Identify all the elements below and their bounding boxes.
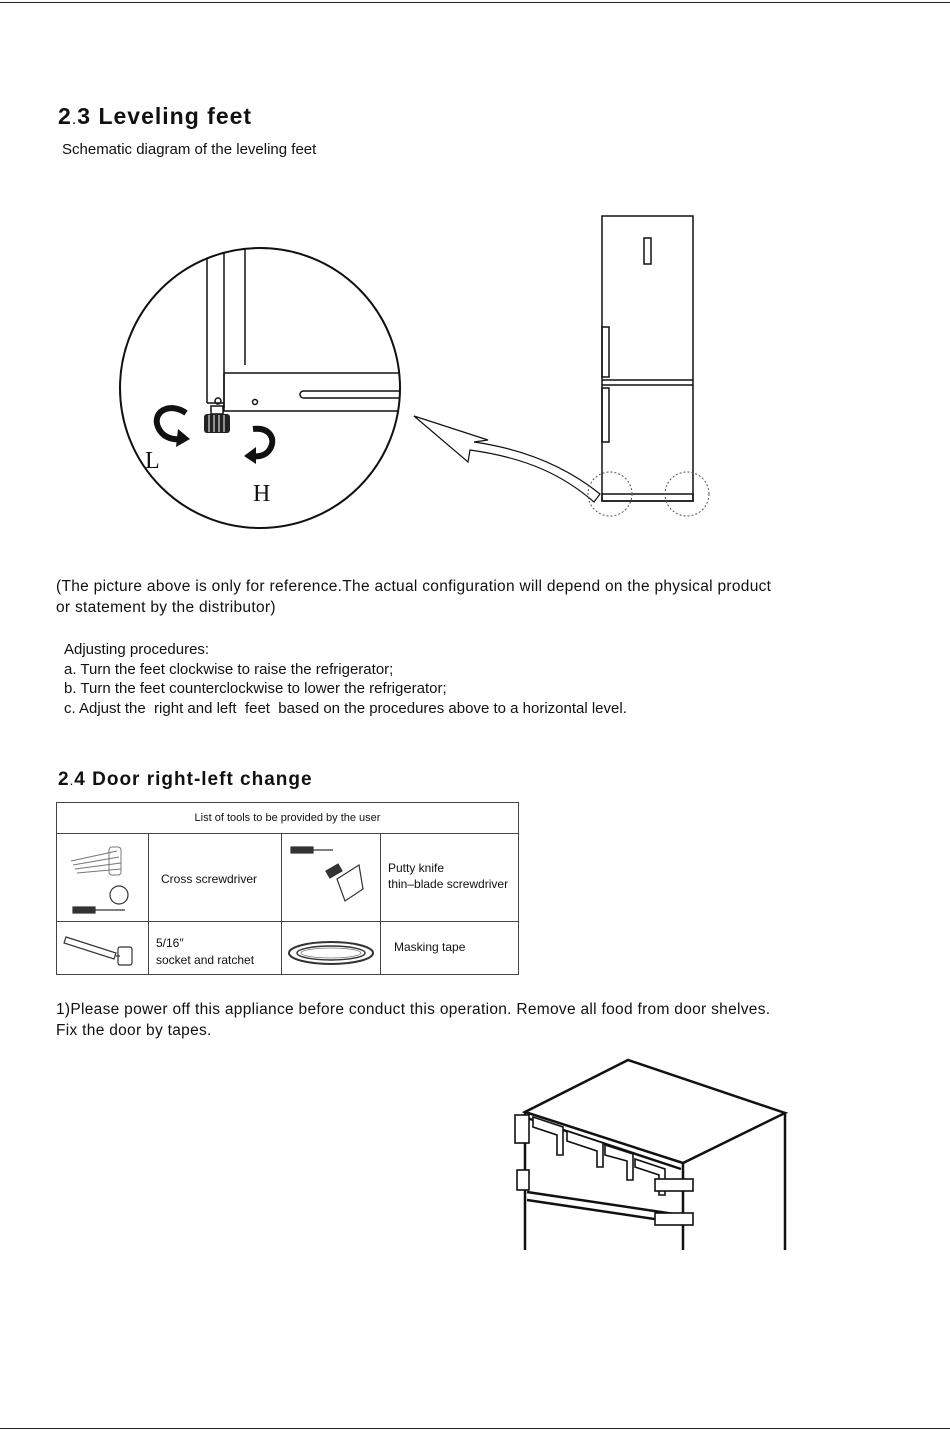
heading-number: 2 (58, 769, 70, 790)
procedure-step-b: b. Turn the feet counterclockwise to lower the refrigerator; (64, 680, 447, 697)
cross-screwdriver-label: Cross screwdriver (161, 872, 258, 886)
leveling-foot-knob (204, 414, 230, 433)
col-divider (281, 833, 282, 975)
label-L: L (145, 448, 160, 474)
heading-dot: . (69, 773, 75, 788)
bottom-border-line (0, 1428, 950, 1429)
taped-refrigerator-diagram (505, 1055, 795, 1255)
refrigerator-front-view (585, 210, 715, 520)
top-border-line (0, 2, 950, 3)
thin-blade-screwdriver-label: thin–blade screwdriver (388, 877, 509, 891)
section-2-3-heading (58, 103, 252, 130)
heading-title: 4 Door right-left change (74, 769, 313, 790)
leveling-subtitle: Schematic diagram of the leveling feet (62, 141, 317, 158)
step-1-line-2: Fix the door by tapes. (56, 1022, 212, 1039)
putty-knife-icon (287, 839, 377, 909)
step-1-line-1: 1)Please power off this appliance before conduct this operation. Remove all food from door shelves. (56, 1001, 771, 1018)
heading-dot: . (71, 110, 78, 128)
tools-table (56, 802, 519, 975)
section-2-4-heading (58, 769, 313, 791)
row-divider (57, 921, 518, 922)
socket-ratchet-label: socket and ratchet (156, 953, 255, 967)
heading-title: 3 Leveling feet (77, 103, 253, 129)
col-divider (148, 833, 149, 975)
heading-number: 2 (58, 103, 72, 129)
cross-screwdriver-icon (67, 841, 137, 921)
socket-size-label: 5/16″ (156, 936, 184, 950)
procedure-step-c: c. Adjust the right and left feet based on the procedures above to a horizontal level. (64, 699, 627, 717)
masking-tape-icon (285, 933, 379, 973)
reference-note-line-2: or statement by the distributor) (56, 599, 276, 616)
col-divider (380, 833, 381, 975)
putty-knife-label: Putty knife (388, 861, 445, 875)
masking-tape-label: Masking tape (394, 940, 466, 954)
label-H: H (253, 481, 271, 507)
procedure-heading: Adjusting procedures: (64, 641, 210, 658)
socket-ratchet-icon (62, 931, 142, 971)
reference-note-line-1: (The picture above is only for reference.The actual configuration will depend on the physical product (56, 578, 772, 595)
procedure-step-a: a. Turn the feet clockwise to raise the refrigerator; (64, 660, 394, 678)
tools-caption: List of tools to be provided by the user (57, 803, 518, 834)
adjusting-procedures (64, 640, 627, 718)
leveling-foot-detail-diagram (110, 243, 410, 533)
